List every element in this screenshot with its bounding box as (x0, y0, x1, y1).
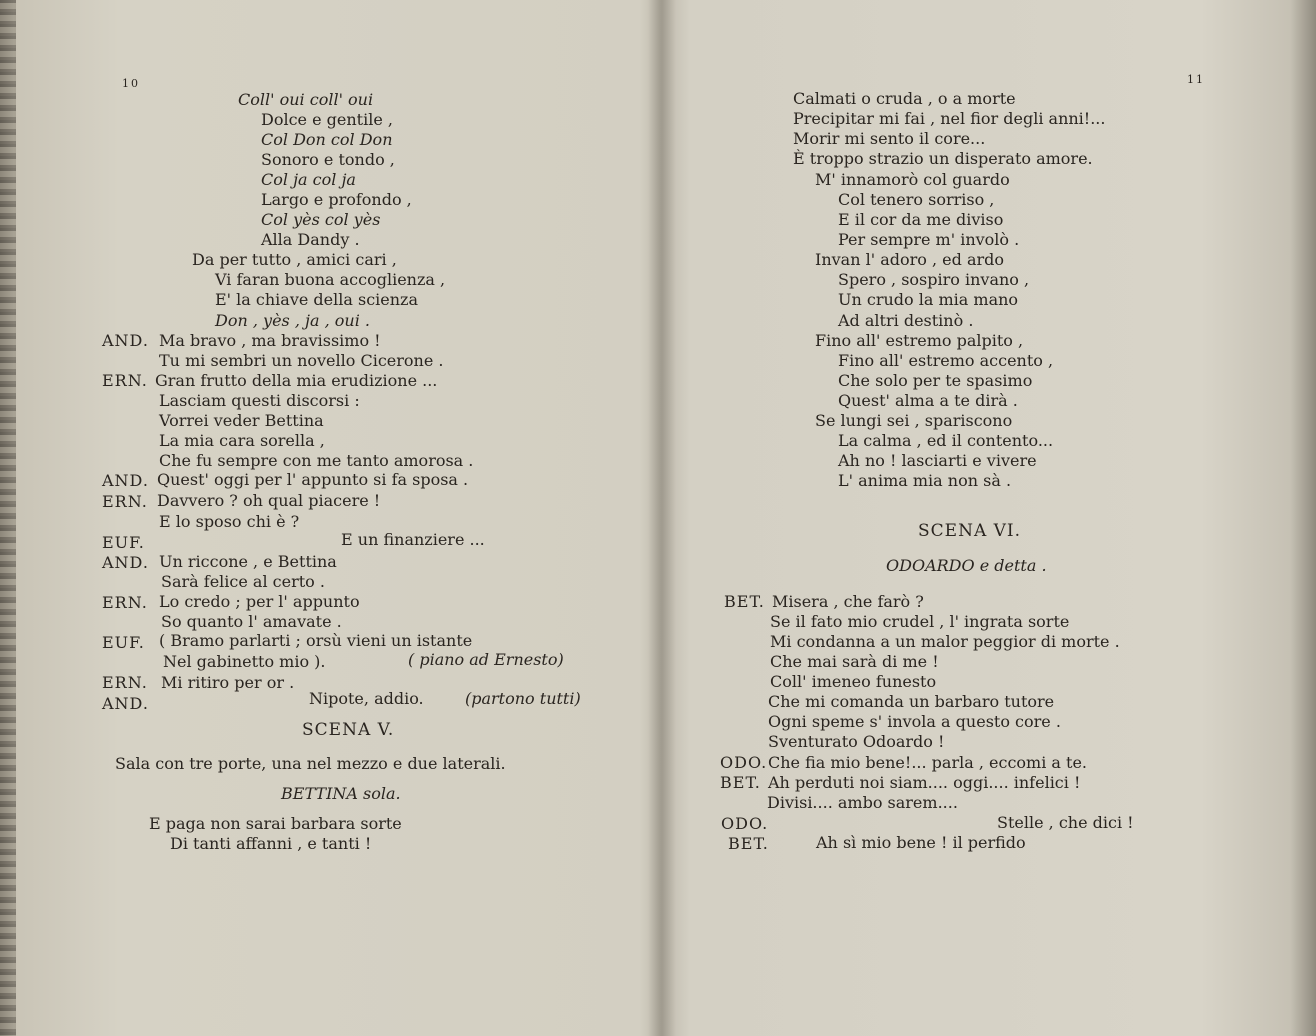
verse-line: Spero , sospiro invano , (838, 270, 1030, 289)
verse-line: Nel gabinetto mio ). (163, 652, 326, 671)
verse-line: Sventurato Odoardo ! (768, 732, 945, 751)
verse-line: Lasciam questi discorsi : (159, 391, 360, 410)
scene-setting: Sala con tre porte, una nel mezzo e due laterali. (115, 754, 506, 773)
verse-line: E paga non sarai barbara sorte (149, 814, 402, 833)
verse-line: Davvero ? oh qual piacere ! (157, 491, 381, 510)
verse-line: Sonoro e tondo , (261, 150, 395, 169)
verse-line: Mi ritiro per or . (161, 673, 295, 692)
verse-line: Se lungi sei , spariscono (815, 411, 1013, 430)
verse-line: È troppo strazio un disperato amore. (793, 149, 1093, 168)
speaker-label: ODO. (721, 814, 769, 833)
verse-line: Che solo per te spasimo (838, 371, 1033, 390)
verse-line: Ah sì mio bene ! il perfido (816, 833, 1026, 852)
speaker-label: AND. (102, 553, 149, 572)
speaker-label: BET. (720, 773, 761, 792)
verse-line: Alla Dandy . (261, 230, 360, 249)
verse-line: La calma , ed il contento... (838, 431, 1054, 450)
verse-line: Tu mi sembri un novello Cicerone . (159, 351, 444, 370)
verse-line: E lo sposo chi è ? (159, 512, 300, 531)
verse-line: Don , yès , ja , oui . (215, 311, 370, 330)
verse-line: Fino all' estremo palpito , (815, 331, 1024, 350)
verse-line: Ah perduti noi siam.... oggi.... infelici ! (768, 773, 1081, 792)
verse-line: Coll' oui coll' oui (238, 90, 374, 109)
verse-line: Nipote, addio. (309, 689, 424, 708)
verse-line: Stelle , che dici ! (997, 813, 1134, 832)
verse-line: Precipitar mi fai , nel fior degli anni!... (793, 109, 1106, 128)
verse-line: Un crudo la mia mano (838, 290, 1019, 309)
verse-line: La mia cara sorella , (159, 431, 325, 450)
speaker-label: EUF. (102, 633, 145, 652)
verse-line: Ad altri destinò . (838, 311, 974, 330)
verse-line: L' anima mia non sà . (838, 471, 1012, 490)
verse-line: Da per tutto , amici cari , (192, 250, 397, 269)
verse-line: Che mi comanda un barbaro tutore (768, 692, 1055, 711)
verse-line: Misera , che farò ? (772, 592, 924, 611)
verse-line: Col tenero sorriso , (838, 190, 995, 209)
page-number-right: 11 (1187, 73, 1205, 86)
verse-line: Gran frutto della mia erudizione ... (155, 371, 438, 390)
scene-heading: SCENA VI. (918, 521, 1022, 541)
speaker-label: ERN. (102, 593, 148, 612)
verse-line: Coll' imeneo funesto (770, 672, 937, 691)
verse-line: Col yès col yès (261, 210, 381, 229)
stage-direction: (partono tutti) (465, 689, 581, 708)
verse-line: Vorrei veder Bettina (159, 411, 324, 430)
verse-line: Fino all' estremo accento , (838, 351, 1054, 370)
verse-line: Che fu sempre con me tanto amorosa . (159, 451, 474, 470)
verse-line: Dolce e gentile , (261, 110, 393, 129)
stage-direction: ODOARDO e detta . (886, 556, 1047, 575)
verse-line: E un finanziere ... (341, 530, 485, 549)
verse-line: Ah no ! lasciarti e vivere (838, 451, 1037, 470)
speaker-label: BET. (728, 834, 769, 853)
verse-line: Sarà felice al certo . (161, 572, 325, 591)
page-number-left: 10 (122, 77, 140, 90)
speaker-label: ERN. (102, 492, 148, 511)
speaker-label: AND. (102, 471, 149, 490)
speaker-label: EUF. (102, 533, 145, 552)
verse-line: Col ja col ja (261, 170, 356, 189)
scene-heading: SCENA V. (302, 720, 395, 740)
verse-line: Vi faran buona accoglienza , (215, 270, 446, 289)
speaker-label: BET. (724, 592, 765, 611)
page-edge (0, 0, 16, 1036)
verse-line: E il cor da me diviso (838, 210, 1004, 229)
verse-line: Ogni speme s' invola a questo core . (768, 712, 1061, 731)
verse-line: Un riccone , e Bettina (159, 552, 337, 571)
speaker-label: AND. (102, 694, 149, 713)
verse-line: Per sempre m' involò . (838, 230, 1020, 249)
speaker-label: ODO. (720, 753, 768, 772)
verse-line: Col Don col Don (261, 130, 393, 149)
verse-line: Che mai sarà di me ! (770, 652, 939, 671)
speaker-label: AND. (102, 331, 149, 350)
verse-line: ( Bramo parlarti ; orsù vieni un istante (159, 631, 473, 650)
verse-line: Calmati o cruda , o a morte (793, 89, 1016, 108)
verse-line: E' la chiave della scienza (215, 290, 419, 309)
stage-direction: ( piano ad Ernesto) (408, 650, 564, 669)
verse-line: Divisi.... ambo sarem.... (767, 793, 958, 812)
stage-direction: BETTINA sola. (281, 784, 401, 803)
verse-line: Invan l' adoro , ed ardo (815, 250, 1005, 269)
verse-line: Di tanti affanni , e tanti ! (170, 834, 372, 853)
verse-line: Ma bravo , ma bravissimo ! (159, 331, 381, 350)
verse-line: Lo credo ; per l' appunto (159, 592, 360, 611)
book-gutter (648, 0, 676, 1036)
verse-line: M' innamorò col guardo (815, 170, 1010, 189)
speaker-label: ERN. (102, 371, 148, 390)
verse-line: Mi condanna a un malor peggior di morte . (770, 632, 1120, 651)
verse-line: Morir mi sento il core... (793, 129, 986, 148)
verse-line: So quanto l' amavate . (161, 612, 342, 631)
speaker-label: ERN. (102, 673, 148, 692)
verse-line: Quest' alma a te dirà . (838, 391, 1018, 410)
verse-line: Largo e profondo , (261, 190, 412, 209)
verse-line: Che fia mio bene!... parla , eccomi a te. (768, 753, 1088, 772)
verse-line: Se il fato mio crudel , l' ingrata sorte (770, 612, 1070, 631)
verse-line: Quest' oggi per l' appunto si fa sposa . (157, 470, 469, 489)
